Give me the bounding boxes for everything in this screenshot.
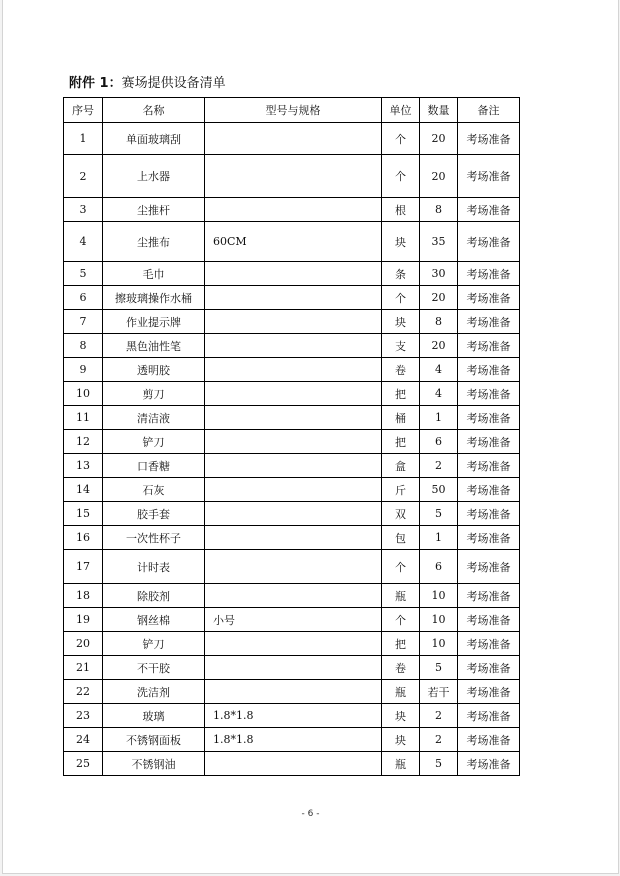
document-page (2, 0, 619, 874)
page-heading (69, 72, 226, 91)
cell-no: 23 (64, 704, 103, 728)
cell-note: 考场准备 (458, 155, 520, 198)
table-row (64, 358, 520, 382)
cell-name: 不锈钢面板 (103, 728, 205, 752)
cell-unit: 瓶 (382, 680, 420, 704)
cell-note: 考场准备 (458, 632, 520, 656)
cell-unit: 把 (382, 430, 420, 454)
cell-qty: 20 (420, 286, 458, 310)
col-header-spec: 型号与规格 (205, 98, 382, 123)
table-row (64, 198, 520, 222)
cell-note: 考场准备 (458, 430, 520, 454)
cell-spec (205, 155, 382, 198)
cell-spec (205, 406, 382, 430)
table-row (64, 752, 520, 776)
cell-spec (205, 382, 382, 406)
cell-no: 13 (64, 454, 103, 478)
cell-qty: 5 (420, 502, 458, 526)
cell-no: 22 (64, 680, 103, 704)
cell-qty: 8 (420, 310, 458, 334)
table-row (64, 656, 520, 680)
table-row (64, 680, 520, 704)
cell-name: 钢丝棉 (103, 608, 205, 632)
cell-name: 除胶剂 (103, 584, 205, 608)
table-row (64, 728, 520, 752)
table-row (64, 704, 520, 728)
cell-no: 16 (64, 526, 103, 550)
cell-name: 尘推布 (103, 222, 205, 262)
cell-spec (205, 478, 382, 502)
cell-name: 洗洁剂 (103, 680, 205, 704)
cell-qty: 20 (420, 123, 458, 155)
table-row (64, 262, 520, 286)
cell-no: 19 (64, 608, 103, 632)
cell-note: 考场准备 (458, 198, 520, 222)
cell-qty: 30 (420, 262, 458, 286)
table-row (64, 406, 520, 430)
cell-spec (205, 502, 382, 526)
cell-name: 透明胶 (103, 358, 205, 382)
cell-note: 考场准备 (458, 222, 520, 262)
cell-name: 上水器 (103, 155, 205, 198)
cell-qty: 35 (420, 222, 458, 262)
cell-spec (205, 632, 382, 656)
table-row (64, 155, 520, 198)
cell-spec: 1.8*1.8 (205, 704, 382, 728)
cell-name: 铲刀 (103, 632, 205, 656)
cell-note: 考场准备 (458, 123, 520, 155)
table-row (64, 222, 520, 262)
cell-unit: 块 (382, 310, 420, 334)
cell-no: 10 (64, 382, 103, 406)
table-row (64, 526, 520, 550)
col-header-unit: 单位 (382, 98, 420, 123)
cell-no: 18 (64, 584, 103, 608)
cell-qty: 2 (420, 454, 458, 478)
cell-qty: 6 (420, 430, 458, 454)
cell-qty: 10 (420, 608, 458, 632)
col-header-note: 备注 (458, 98, 520, 123)
cell-qty: 6 (420, 550, 458, 584)
cell-spec (205, 310, 382, 334)
cell-qty: 5 (420, 752, 458, 776)
cell-no: 25 (64, 752, 103, 776)
cell-name: 擦玻璃操作水桶 (103, 286, 205, 310)
cell-no: 3 (64, 198, 103, 222)
table-header-row (64, 98, 520, 123)
cell-note: 考场准备 (458, 334, 520, 358)
cell-note: 考场准备 (458, 752, 520, 776)
cell-unit: 个 (382, 155, 420, 198)
cell-name: 毛巾 (103, 262, 205, 286)
cell-qty: 若干 (420, 680, 458, 704)
cell-name: 玻璃 (103, 704, 205, 728)
cell-name: 胶手套 (103, 502, 205, 526)
table-row (64, 334, 520, 358)
cell-qty: 5 (420, 656, 458, 680)
cell-name: 不干胶 (103, 656, 205, 680)
cell-spec (205, 334, 382, 358)
heading-prefix: 附件 1： (69, 76, 122, 91)
cell-unit: 个 (382, 286, 420, 310)
cell-spec (205, 454, 382, 478)
cell-no: 14 (64, 478, 103, 502)
col-header-no: 序号 (64, 98, 103, 123)
cell-unit: 盒 (382, 454, 420, 478)
cell-spec (205, 550, 382, 584)
cell-name: 不锈钢油 (103, 752, 205, 776)
cell-note: 考场准备 (458, 406, 520, 430)
table-row (64, 310, 520, 334)
cell-spec (205, 262, 382, 286)
cell-spec (205, 656, 382, 680)
cell-name: 单面玻璃刮 (103, 123, 205, 155)
cell-qty: 10 (420, 632, 458, 656)
table-row (64, 478, 520, 502)
cell-qty: 10 (420, 584, 458, 608)
cell-unit: 块 (382, 222, 420, 262)
cell-unit: 块 (382, 704, 420, 728)
cell-spec (205, 286, 382, 310)
cell-unit: 卷 (382, 358, 420, 382)
cell-unit: 包 (382, 526, 420, 550)
cell-no: 9 (64, 358, 103, 382)
cell-no: 8 (64, 334, 103, 358)
cell-spec: 小号 (205, 608, 382, 632)
cell-name: 剪刀 (103, 382, 205, 406)
cell-no: 12 (64, 430, 103, 454)
col-header-name: 名称 (103, 98, 205, 123)
cell-name: 清洁液 (103, 406, 205, 430)
cell-unit: 瓶 (382, 752, 420, 776)
cell-no: 20 (64, 632, 103, 656)
cell-spec: 60CM (205, 222, 382, 262)
cell-note: 考场准备 (458, 584, 520, 608)
cell-no: 2 (64, 155, 103, 198)
cell-qty: 4 (420, 382, 458, 406)
table-row (64, 584, 520, 608)
cell-qty: 50 (420, 478, 458, 502)
cell-spec (205, 198, 382, 222)
cell-note: 考场准备 (458, 608, 520, 632)
cell-no: 5 (64, 262, 103, 286)
cell-unit: 卷 (382, 656, 420, 680)
table-row (64, 286, 520, 310)
cell-name: 尘推杆 (103, 198, 205, 222)
table-row (64, 454, 520, 478)
cell-no: 7 (64, 310, 103, 334)
cell-qty: 1 (420, 526, 458, 550)
table-row (64, 550, 520, 584)
cell-no: 1 (64, 123, 103, 155)
cell-unit: 把 (382, 632, 420, 656)
cell-qty: 1 (420, 406, 458, 430)
cell-note: 考场准备 (458, 656, 520, 680)
cell-note: 考场准备 (458, 704, 520, 728)
cell-unit: 桶 (382, 406, 420, 430)
cell-unit: 个 (382, 550, 420, 584)
cell-no: 17 (64, 550, 103, 584)
cell-name: 一次性杯子 (103, 526, 205, 550)
cell-spec (205, 430, 382, 454)
cell-name: 铲刀 (103, 430, 205, 454)
table-row (64, 123, 520, 155)
cell-unit: 条 (382, 262, 420, 286)
table-row (64, 502, 520, 526)
cell-unit: 个 (382, 123, 420, 155)
cell-note: 考场准备 (458, 286, 520, 310)
cell-unit: 块 (382, 728, 420, 752)
cell-spec (205, 358, 382, 382)
cell-no: 21 (64, 656, 103, 680)
cell-note: 考场准备 (458, 454, 520, 478)
cell-unit: 个 (382, 608, 420, 632)
cell-unit: 根 (382, 198, 420, 222)
cell-qty: 4 (420, 358, 458, 382)
heading-title: 赛场提供设备清单 (121, 76, 226, 91)
cell-name: 计时表 (103, 550, 205, 584)
cell-unit: 斤 (382, 478, 420, 502)
cell-note: 考场准备 (458, 502, 520, 526)
cell-note: 考场准备 (458, 680, 520, 704)
cell-note: 考场准备 (458, 310, 520, 334)
cell-note: 考场准备 (458, 262, 520, 286)
cell-name: 口香糖 (103, 454, 205, 478)
cell-note: 考场准备 (458, 478, 520, 502)
table-row (64, 382, 520, 406)
cell-unit: 双 (382, 502, 420, 526)
cell-note: 考场准备 (458, 526, 520, 550)
cell-name: 石灰 (103, 478, 205, 502)
cell-name: 作业提示牌 (103, 310, 205, 334)
cell-spec (205, 752, 382, 776)
cell-spec (205, 526, 382, 550)
cell-unit: 瓶 (382, 584, 420, 608)
cell-spec (205, 680, 382, 704)
page-number: - 6 - (301, 809, 320, 819)
cell-no: 15 (64, 502, 103, 526)
cell-qty: 20 (420, 334, 458, 358)
table-row (64, 608, 520, 632)
cell-note: 考场准备 (458, 358, 520, 382)
table-row (64, 632, 520, 656)
cell-name: 黑色油性笔 (103, 334, 205, 358)
cell-qty: 2 (420, 704, 458, 728)
cell-note: 考场准备 (458, 728, 520, 752)
cell-spec (205, 584, 382, 608)
equipment-table (63, 97, 520, 776)
cell-qty: 20 (420, 155, 458, 198)
table-row (64, 430, 520, 454)
cell-spec (205, 123, 382, 155)
cell-qty: 8 (420, 198, 458, 222)
cell-spec: 1.8*1.8 (205, 728, 382, 752)
cell-no: 11 (64, 406, 103, 430)
cell-note: 考场准备 (458, 550, 520, 584)
cell-qty: 2 (420, 728, 458, 752)
cell-no: 6 (64, 286, 103, 310)
cell-note: 考场准备 (458, 382, 520, 406)
col-header-qty: 数量 (420, 98, 458, 123)
cell-unit: 把 (382, 382, 420, 406)
cell-unit: 支 (382, 334, 420, 358)
cell-no: 4 (64, 222, 103, 262)
cell-no: 24 (64, 728, 103, 752)
